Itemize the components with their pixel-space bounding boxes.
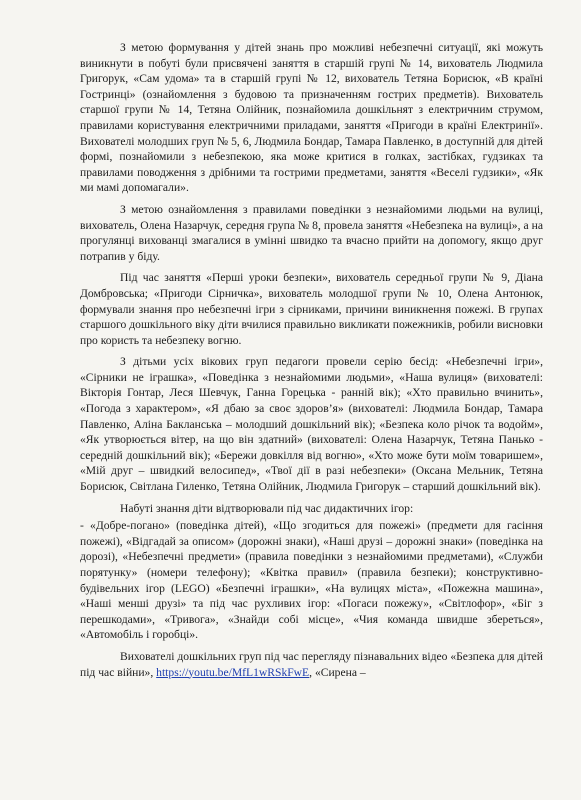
paragraph-household-dangers: З метою формування у дітей знань про можливі небезпечні ситуації, які можуть виникнути в побуті були присвячені заняття в старшій групі № 14, вихователь Людмила Григорук, «Сам удома» та в старшій групі № 12, вихователь Тетяна Борисюк, «В країні Гостринці» (ознайомлення з будовою та призначенням гострих предметів). Вихователь старшої групи № 14, Тетяна Олійник, познайомила дошкільнят з електричним струмом, правилами користування електричними приладами, заняття «Пригоди в країні Електринії». Вихователі молодших груп № 5, 6, Людмила Бондар, Тамара Павленко, в доступній для дітей формі, познайомили з небезпекою, яка може критися в голках, застібках, гудзиках та правилами поводження з дрібними та гострими предметами, заняття «Веселі гудзики», «Як ми мамі допомагали». (80, 41, 543, 195)
video-link[interactable]: https://youtu.be/MfL1wRSkFwE (156, 665, 310, 679)
paragraph-strangers-street: З метою ознайомлення з правилами поведінки з незнайомими людьми на вулиці, вихователь, Олена Назарчук, середня група № 8, провела заняття «Небезпека на вулиці», а на прогулянці вихованці змагалися в умінні швидко та вчасно прийти на допомогу, якщо друг потрапив у біду. (80, 202, 543, 263)
paragraph-games-list: - «Добре-погано» (поведінка дітей), «Що згодиться для пожежі» (предмети для гасіння пожежі), «Відгадай за описом» (дорожні знаки), «Наші друзі – дорожні знаки» (поведінка на дорозі), «Небезпечні предмети» (правила поведінки з незнайомими предметами), «Служби порятунку» (номери телефону); «Квітка правил» (правила безпеки); конструктивно-будівельних ігор (LEGO) «Безпечні іграшки», «На вулицях міста», «Пожежна машина», «Наші менші друзі» та під час рухливих ігор: «Погаси пожежу», «Світлофор», «Біг з перешкодами», «Тривога», «Знайди собі місце», «Чия команда швидше збереться», «Автомобіль і горобці». (80, 519, 543, 642)
videos-text-after: , «Сирена – (309, 665, 366, 679)
paragraph-fire-safety: Під час заняття «Перші уроки безпеки», вихователь середньої групи № 9, Діана Домбровська; «Пригоди Сірничка», вихователь молодшої групи № 10, Олена Антонюк, формували знання про небезпечні ігри з сірниками, причини виникнення пожежі. В групах старшого дошкільного віку діти вчилися правильно викликати пожежників, робили висновки про користь та небезпеку вогню. (80, 271, 543, 347)
paragraph-videos (80, 649, 543, 680)
paragraph-games-intro: Набуті знання діти відтворювали під час дидактичних ігор: (120, 501, 414, 515)
paragraph-conversations: З дітьми усіх вікових груп педагоги провели серію бесід: «Небезпечні ігри», «Сірники не іграшка», «Поведінка з незнайомими людьми», «Наша вулиця» (вихователі: Вікторія Гонтар, Леся Шевчук, Ганна Горецька - ранній вік); «Хто правильно вчинить», «Погода з характером», «Я дбаю за своє здоров’я» (вихователі: Людмила Бондар, Тамара Павленко, Аліна Бакланська – молодший дошкільний вік); «Безпека коло річок та водойм», «Як утворюється вітер, на що він здатний» (вихователі: Олена Назарчук, Тетяна Панько - середній дошкільний вік); «Бережи довкілля від вогню», «Хто може бути моїм товаришем», «Мій друг – швидкий велосипед», «Твої дії в разі небезпеки» (Оксана Мельник, Тетяна Борисюк, Світлана Гиленко, Тетяна Олійник, Людмила Григорук – старший дошкільний вік). (80, 355, 543, 494)
videos-text-before: Вихователі дошкільних груп під час перегляду пізнавальних відео «Безпека для дітей під час війни», (80, 649, 543, 679)
